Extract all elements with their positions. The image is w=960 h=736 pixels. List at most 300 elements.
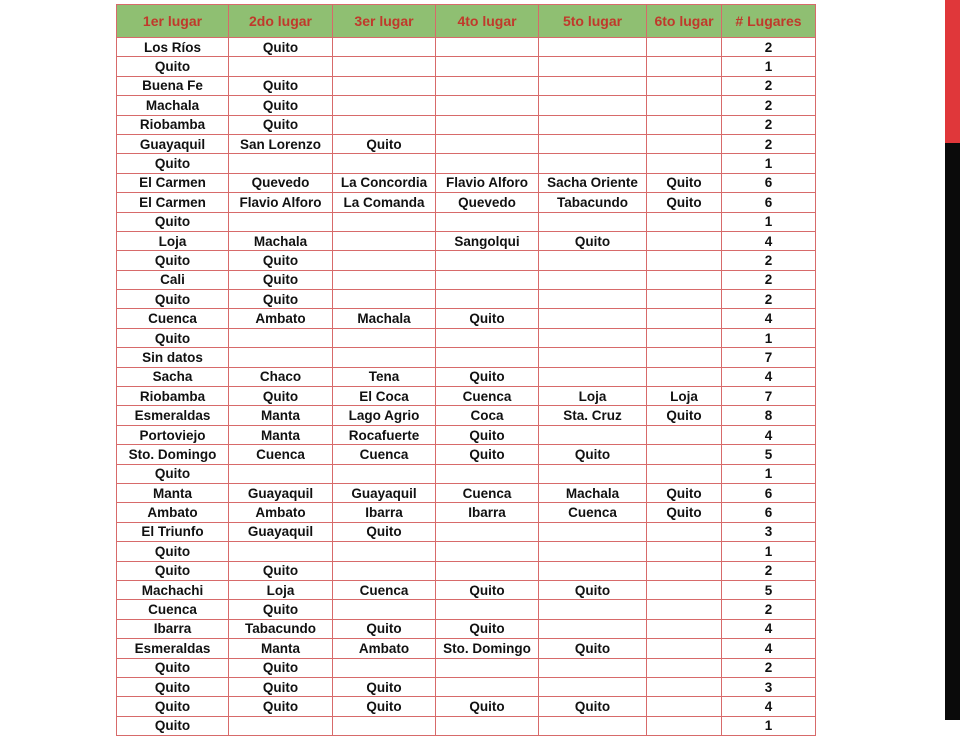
table-cell	[436, 134, 539, 153]
table-cell: Machachi	[117, 580, 229, 599]
table-row	[117, 445, 816, 464]
table-cell	[333, 212, 436, 231]
table-cell	[647, 115, 722, 134]
table-cell	[333, 76, 436, 95]
table-cell	[229, 328, 333, 347]
table-cell: Rocafuerte	[333, 425, 436, 444]
table-cell: 2	[722, 561, 816, 580]
table-cell	[539, 348, 647, 367]
table-cell	[436, 115, 539, 134]
table-cell	[647, 639, 722, 658]
table-cell: Quito	[117, 154, 229, 173]
table-cell: Quito	[117, 561, 229, 580]
table-cell: Quito	[647, 193, 722, 212]
table-cell	[647, 367, 722, 386]
table-cell: Quito	[117, 290, 229, 309]
table-cell	[647, 154, 722, 173]
table-cell: Manta	[229, 406, 333, 425]
table-cell: Quito	[436, 367, 539, 386]
table-cell: Cali	[117, 270, 229, 289]
table-cell	[647, 270, 722, 289]
table-cell: Cuenca	[117, 600, 229, 619]
table-cell: Coca	[436, 406, 539, 425]
table-cell	[647, 445, 722, 464]
table-row	[117, 348, 816, 367]
table-cell	[647, 425, 722, 444]
table-cell: 2	[722, 96, 816, 115]
table-cell	[436, 96, 539, 115]
table-cell: Chaco	[229, 367, 333, 386]
table-cell: Cuenca	[436, 483, 539, 502]
table-cell: 7	[722, 387, 816, 406]
table-cell	[647, 600, 722, 619]
table-row	[117, 600, 816, 619]
table-cell	[539, 600, 647, 619]
table-cell: Quito	[333, 619, 436, 638]
table-cell	[333, 38, 436, 57]
table-cell: 2	[722, 76, 816, 95]
table-cell	[539, 212, 647, 231]
table-cell	[647, 697, 722, 716]
table-cell: Quito	[117, 328, 229, 347]
table-cell	[539, 367, 647, 386]
table-row	[117, 522, 816, 541]
table-cell: Ambato	[333, 639, 436, 658]
table-row	[117, 483, 816, 502]
table-cell: Quito	[333, 677, 436, 696]
table-cell: Manta	[117, 483, 229, 502]
table-cell: Quito	[436, 619, 539, 638]
table-cell: 7	[722, 348, 816, 367]
table-cell: Quito	[117, 716, 229, 735]
table-cell: Tena	[333, 367, 436, 386]
table-cell: Tabacundo	[229, 619, 333, 638]
table-row	[117, 134, 816, 153]
table-cell: 2	[722, 270, 816, 289]
table-cell	[647, 464, 722, 483]
table-cell	[647, 309, 722, 328]
table-cell	[436, 348, 539, 367]
table-row	[117, 406, 816, 425]
table-cell: Cuenca	[333, 445, 436, 464]
table-cell	[436, 270, 539, 289]
table-cell	[647, 212, 722, 231]
table-cell	[333, 600, 436, 619]
table-cell: 1	[722, 328, 816, 347]
table-cell: Quito	[229, 658, 333, 677]
table-cell: Quito	[436, 697, 539, 716]
table-cell	[333, 96, 436, 115]
table-cell: Esmeraldas	[117, 406, 229, 425]
table-cell	[333, 328, 436, 347]
table-cell: 6	[722, 483, 816, 502]
table-row	[117, 503, 816, 522]
table-cell	[436, 57, 539, 76]
table-cell	[436, 290, 539, 309]
table-row	[117, 96, 816, 115]
table-cell: Quito	[436, 445, 539, 464]
table-row	[117, 464, 816, 483]
table-cell: Riobamba	[117, 387, 229, 406]
column-header: 2do lugar	[229, 5, 333, 38]
table-cell: Quito	[229, 290, 333, 309]
table-cell: 4	[722, 309, 816, 328]
table-cell	[436, 328, 539, 347]
table-cell	[539, 76, 647, 95]
table-cell: Guayaquil	[117, 134, 229, 153]
table-cell: Quito	[333, 134, 436, 153]
table-cell	[333, 231, 436, 250]
table-cell	[647, 231, 722, 250]
table-cell: 1	[722, 464, 816, 483]
table-cell: Cuenca	[436, 387, 539, 406]
table-cell: Quito	[539, 231, 647, 250]
table-row	[117, 367, 816, 386]
table-cell: La Comanda	[333, 193, 436, 212]
table-cell: El Carmen	[117, 193, 229, 212]
table-cell	[647, 57, 722, 76]
table-cell	[229, 464, 333, 483]
table-cell: Quito	[647, 406, 722, 425]
table-cell: Quito	[647, 173, 722, 192]
table-cell	[229, 154, 333, 173]
column-header: 5to lugar	[539, 5, 647, 38]
table-cell: 1	[722, 716, 816, 735]
table-cell: 3	[722, 522, 816, 541]
table-cell	[333, 542, 436, 561]
table-cell: Ambato	[229, 309, 333, 328]
table-cell: El Coca	[333, 387, 436, 406]
table-cell: Sin datos	[117, 348, 229, 367]
table-cell	[647, 716, 722, 735]
table-cell: Esmeraldas	[117, 639, 229, 658]
table-cell: Buena Fe	[117, 76, 229, 95]
table-cell: 6	[722, 503, 816, 522]
table-cell: Quito	[117, 542, 229, 561]
table-cell	[539, 38, 647, 57]
table-cell: Machala	[229, 231, 333, 250]
table-cell: Ibarra	[117, 619, 229, 638]
table-cell	[647, 619, 722, 638]
table-cell: 4	[722, 367, 816, 386]
table-cell: Sacha	[117, 367, 229, 386]
table-row	[117, 212, 816, 231]
table-cell: Quito	[333, 522, 436, 541]
table-cell: 4	[722, 697, 816, 716]
table-cell: Sacha Oriente	[539, 173, 647, 192]
table-cell: 1	[722, 154, 816, 173]
table-row	[117, 231, 816, 250]
table-cell	[539, 57, 647, 76]
table-cell: 4	[722, 619, 816, 638]
table-cell: 3	[722, 677, 816, 696]
table-cell: 4	[722, 639, 816, 658]
table-cell: Guayaquil	[333, 483, 436, 502]
table-cell: Flavio Alforo	[436, 173, 539, 192]
table-cell: Quito	[229, 38, 333, 57]
table-header	[117, 5, 816, 38]
table-cell: Cuenca	[229, 445, 333, 464]
table-cell	[436, 76, 539, 95]
table-cell	[647, 38, 722, 57]
table-row	[117, 290, 816, 309]
table-cell: Quito	[647, 483, 722, 502]
table-row	[117, 115, 816, 134]
table-cell: Loja	[117, 231, 229, 250]
table-cell	[539, 115, 647, 134]
table-cell	[436, 154, 539, 173]
table-cell	[539, 309, 647, 328]
table-cell	[539, 290, 647, 309]
side-accent-bar-red	[945, 0, 960, 143]
table-row	[117, 251, 816, 270]
table-cell: Sto. Domingo	[117, 445, 229, 464]
table-cell	[229, 348, 333, 367]
table-cell	[436, 658, 539, 677]
table-cell: Sangolqui	[436, 231, 539, 250]
table-row	[117, 193, 816, 212]
table-cell: Quito	[229, 387, 333, 406]
table-cell: Quito	[539, 697, 647, 716]
table-cell	[333, 348, 436, 367]
table-cell: 6	[722, 173, 816, 192]
table-row	[117, 677, 816, 696]
table-cell: Cuenca	[117, 309, 229, 328]
table-cell	[539, 251, 647, 270]
table-cell	[647, 76, 722, 95]
table-cell: Tabacundo	[539, 193, 647, 212]
table-row	[117, 716, 816, 735]
table-cell	[436, 251, 539, 270]
column-header: 6to lugar	[647, 5, 722, 38]
table-cell: Cuenca	[333, 580, 436, 599]
table-row	[117, 542, 816, 561]
table-cell	[333, 251, 436, 270]
column-header: 4to lugar	[436, 5, 539, 38]
table-cell	[539, 542, 647, 561]
table-cell: El Carmen	[117, 173, 229, 192]
table-cell	[436, 464, 539, 483]
table-cell: Loja	[539, 387, 647, 406]
table-cell: 1	[722, 57, 816, 76]
table-cell	[539, 658, 647, 677]
table-row	[117, 328, 816, 347]
table-cell: Cuenca	[539, 503, 647, 522]
table-cell: Quito	[117, 658, 229, 677]
table-row	[117, 387, 816, 406]
table-cell: Guayaquil	[229, 483, 333, 502]
table-cell: Quito	[229, 96, 333, 115]
table-cell: Machala	[333, 309, 436, 328]
table-cell	[539, 96, 647, 115]
table-cell	[333, 154, 436, 173]
table-cell: Ibarra	[436, 503, 539, 522]
column-header: 1er lugar	[117, 5, 229, 38]
table-cell	[436, 522, 539, 541]
table-cell	[647, 580, 722, 599]
table-cell: Loja	[229, 580, 333, 599]
table-cell	[647, 290, 722, 309]
table-cell: Quito	[229, 270, 333, 289]
table-cell: El Triunfo	[117, 522, 229, 541]
table-cell: Los Ríos	[117, 38, 229, 57]
table-cell	[539, 677, 647, 696]
table-cell	[229, 716, 333, 735]
table-cell: Quito	[229, 677, 333, 696]
table-cell	[647, 677, 722, 696]
table-cell	[647, 251, 722, 270]
table-cell: Quito	[229, 251, 333, 270]
table-cell: Ambato	[117, 503, 229, 522]
table-cell: Quito	[117, 697, 229, 716]
table-cell	[539, 561, 647, 580]
table-cell: Quito	[647, 503, 722, 522]
table-cell	[647, 134, 722, 153]
table-cell: Sto. Domingo	[436, 639, 539, 658]
table-row	[117, 38, 816, 57]
table-row	[117, 173, 816, 192]
table-cell: Lago Agrio	[333, 406, 436, 425]
table-cell: 2	[722, 251, 816, 270]
table-cell	[539, 425, 647, 444]
table-cell: Quito	[229, 697, 333, 716]
table-cell: Quito	[117, 57, 229, 76]
table-cell: 4	[722, 231, 816, 250]
table-cell: 5	[722, 445, 816, 464]
table-cell: San Lorenzo	[229, 134, 333, 153]
table-cell	[539, 328, 647, 347]
table-cell	[436, 600, 539, 619]
table-cell	[333, 658, 436, 677]
table-cell	[333, 716, 436, 735]
places-table	[116, 4, 816, 736]
table-cell	[229, 542, 333, 561]
table-cell: 2	[722, 115, 816, 134]
table-cell: Quito	[117, 677, 229, 696]
table-cell	[436, 677, 539, 696]
table-cell: Quevedo	[229, 173, 333, 192]
table-cell: Quito	[436, 309, 539, 328]
table-row	[117, 57, 816, 76]
table-body	[117, 38, 816, 736]
table-cell: Portoviejo	[117, 425, 229, 444]
table-cell	[539, 619, 647, 638]
table-row	[117, 154, 816, 173]
header-row	[117, 5, 816, 38]
table-row	[117, 561, 816, 580]
table-row	[117, 309, 816, 328]
table-cell: Loja	[647, 387, 722, 406]
table-cell: Sta. Cruz	[539, 406, 647, 425]
table-cell: Machala	[117, 96, 229, 115]
side-accent-bar-black	[945, 143, 960, 720]
table-cell: La Concordia	[333, 173, 436, 192]
table-cell	[647, 542, 722, 561]
table-cell: Ambato	[229, 503, 333, 522]
table-row	[117, 425, 816, 444]
table-cell: Flavio Alforo	[229, 193, 333, 212]
table-cell	[333, 561, 436, 580]
table-cell	[333, 270, 436, 289]
table-cell	[539, 716, 647, 735]
table-cell	[539, 464, 647, 483]
table-cell	[436, 716, 539, 735]
table-cell: 1	[722, 212, 816, 231]
table-cell	[647, 658, 722, 677]
table-cell: 8	[722, 406, 816, 425]
table-cell: 1	[722, 542, 816, 561]
table-cell	[436, 212, 539, 231]
column-header: 3er lugar	[333, 5, 436, 38]
table-cell	[539, 522, 647, 541]
table-cell: Quito	[539, 445, 647, 464]
table-cell	[647, 522, 722, 541]
table-cell: Quito	[117, 464, 229, 483]
table-cell: 2	[722, 658, 816, 677]
table-container	[116, 4, 815, 734]
table-cell: Quito	[229, 115, 333, 134]
table-cell: Riobamba	[117, 115, 229, 134]
table-cell	[333, 115, 436, 134]
table-cell: Quito	[333, 697, 436, 716]
table-cell: 2	[722, 38, 816, 57]
table-cell: 2	[722, 134, 816, 153]
table-cell: 4	[722, 425, 816, 444]
table-cell: 2	[722, 600, 816, 619]
table-cell: Quito	[229, 76, 333, 95]
table-cell: Quito	[229, 600, 333, 619]
table-row	[117, 580, 816, 599]
table-cell	[333, 464, 436, 483]
table-cell	[539, 154, 647, 173]
table-cell	[436, 542, 539, 561]
table-row	[117, 639, 816, 658]
table-cell	[647, 348, 722, 367]
table-cell	[647, 561, 722, 580]
table-row	[117, 619, 816, 638]
table-cell: 6	[722, 193, 816, 212]
table-cell: Quito	[539, 639, 647, 658]
table-cell	[333, 290, 436, 309]
table-row	[117, 270, 816, 289]
table-row	[117, 658, 816, 677]
table-cell	[647, 328, 722, 347]
table-cell: Manta	[229, 425, 333, 444]
table-cell	[436, 561, 539, 580]
table-cell	[539, 134, 647, 153]
table-cell: Quito	[229, 561, 333, 580]
table-cell: Ibarra	[333, 503, 436, 522]
table-cell	[333, 57, 436, 76]
table-row	[117, 697, 816, 716]
table-cell	[229, 212, 333, 231]
table-cell	[539, 270, 647, 289]
table-cell	[229, 57, 333, 76]
table-cell: Machala	[539, 483, 647, 502]
table-cell: Manta	[229, 639, 333, 658]
table-cell: Quito	[117, 212, 229, 231]
table-cell: Quito	[539, 580, 647, 599]
table-cell: Quito	[436, 425, 539, 444]
table-cell	[647, 96, 722, 115]
table-row	[117, 76, 816, 95]
table-cell: 2	[722, 290, 816, 309]
table-cell: Quito	[117, 251, 229, 270]
table-cell	[436, 38, 539, 57]
table-cell: Quevedo	[436, 193, 539, 212]
column-header: # Lugares	[722, 5, 816, 38]
table-cell: 5	[722, 580, 816, 599]
